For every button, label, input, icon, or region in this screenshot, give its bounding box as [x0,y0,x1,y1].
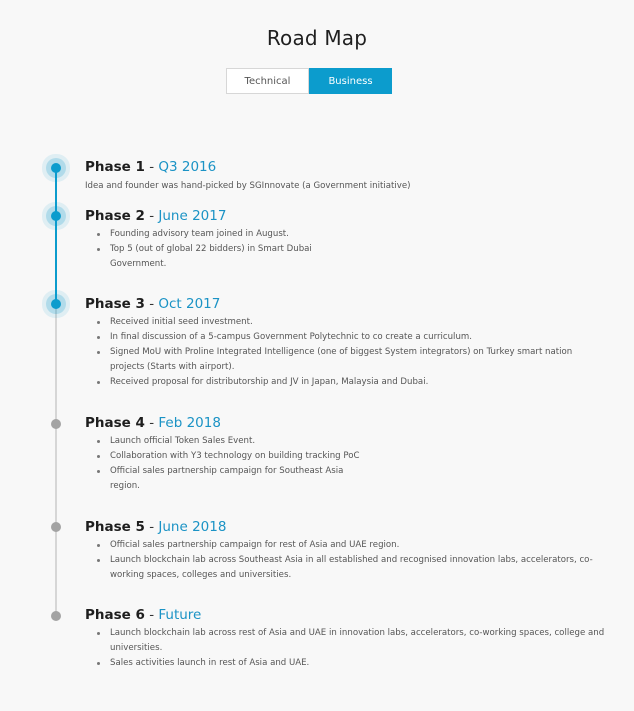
phase-items [85,626,605,671]
phase-3 [85,296,605,390]
list-item: Official sales partnership campaign for rest of Asia and UAE region. [110,538,605,553]
tab-business[interactable]: Business [309,68,392,94]
phase-items [85,434,605,494]
phase-5-marker [51,522,61,532]
list-item: Collaboration with Y3 technology on building tracking PoC [110,449,605,464]
list-item: Founding advisory team joined in August. [110,227,605,242]
list-item: In final discussion of a 5-campus Government Polytechnic to co create a curriculum. [110,330,605,345]
phase-date: June 2017 [158,208,227,224]
phase-items [85,227,605,272]
phase-items [85,315,605,390]
list-item: Launch blockchain lab across rest of Asia and UAE in innovation labs, accelerators, co-working spaces, college and universities. [110,626,605,656]
phase-name: Phase 1 [85,159,145,175]
phase-heading [85,607,605,624]
phase-date: Future [158,607,202,623]
phase-name: Phase 5 [85,519,145,535]
phase-date: June 2018 [158,519,227,535]
phase-separator: - [149,519,155,535]
phase-date: Oct 2017 [158,296,221,312]
list-item: Launch official Token Sales Event. [110,434,605,449]
phase-3-marker [51,299,61,309]
phase-heading [85,296,605,313]
phase-heading [85,415,605,432]
timeline-line-completed [55,168,57,305]
list-item: Official sales partnership campaign for Southeast Asia region. [110,464,375,494]
phase-name: Phase 3 [85,296,145,312]
phase-heading [85,519,605,536]
page-title: Road Map [266,26,368,50]
phase-heading [85,159,605,176]
phase-1-marker [51,163,61,173]
list-item: Sales activities launch in rest of Asia and UAE. [110,656,605,671]
phase-5 [85,519,605,583]
phase-6-marker [51,611,61,621]
phase-1 [85,159,605,194]
phase-name: Phase 2 [85,208,145,224]
phase-items [85,538,605,583]
phase-separator: - [149,208,155,224]
phase-date: Feb 2018 [158,415,221,431]
phase-date: Q3 2016 [158,159,217,175]
roadmap-tabs [226,68,392,94]
phase-2-marker [51,211,61,221]
phase-description: Idea and founder was hand-picked by SGInnovate (a Government initiative) [85,181,411,191]
list-item: Received initial seed investment. [110,315,605,330]
phase-6 [85,607,605,671]
phase-4 [85,415,605,494]
list-item: Signed MoU with Proline Integrated Intelligence (one of biggest System integrators) on Turkey smart nation projects (Starts with airport). [110,345,605,375]
phase-separator: - [149,296,155,312]
phase-heading [85,208,605,225]
timeline-line-upcoming [55,305,57,617]
phase-separator: - [149,159,155,175]
list-item: Received proposal for distributorship and JV in Japan, Malaysia and Dubai. [110,375,605,390]
phase-4-marker [51,419,61,429]
phase-2 [85,208,605,272]
tab-technical[interactable]: Technical [226,68,309,94]
phase-separator: - [149,415,155,431]
phase-separator: - [149,607,155,623]
phase-name: Phase 4 [85,415,145,431]
phase-name: Phase 6 [85,607,145,623]
list-item: Top 5 (out of global 22 bidders) in Smart Dubai Government. [110,242,360,272]
list-item: Launch blockchain lab across Southeast Asia in all established and recognised innovation labs, accelerators, co-working spaces, colleges and universities. [110,553,605,583]
